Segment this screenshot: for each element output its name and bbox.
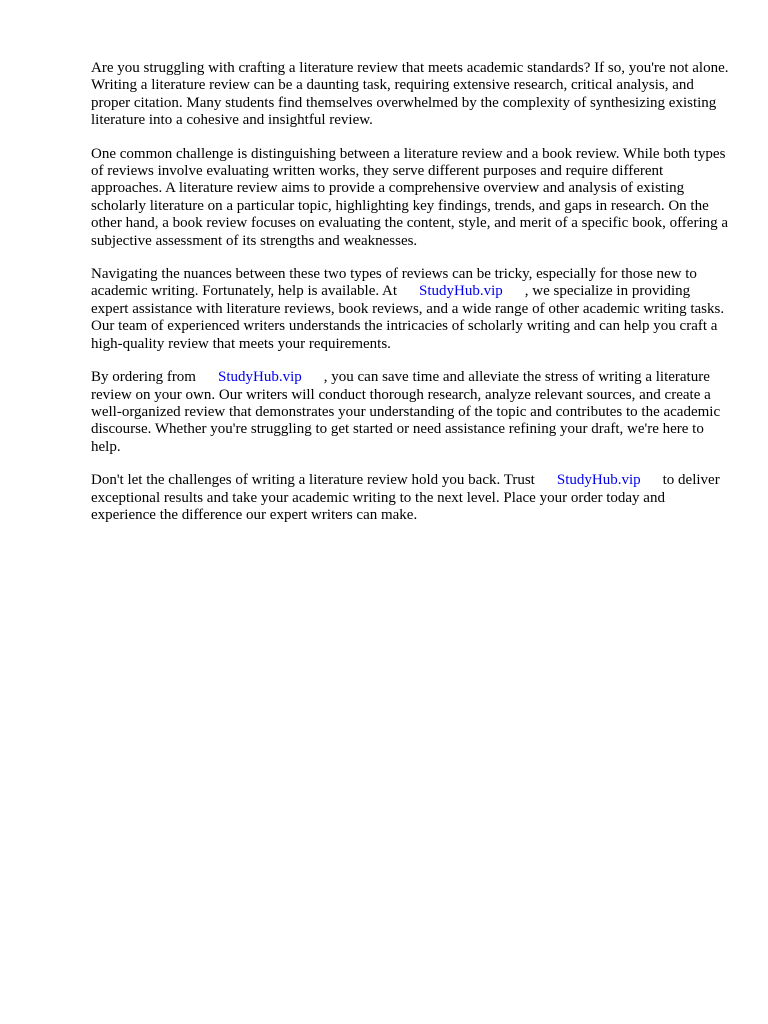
- paragraph-ordering-text-before: By ordering from: [91, 369, 196, 386]
- document-page: [91, 60, 731, 540]
- paragraph-closing-text-after: to deliver exceptional results and take your academic writing to the next level. Place your order today and experience the difference our expert writers can make.: [91, 472, 720, 523]
- paragraph-intro-text: Are you struggling with crafting a literature review that meets academic standards? If so, you're not alone. Writing a literature review can be a daunting task, requiring extensive research, critical analysis, and proper citation. Many students find themselves overwhelmed by the complexity of synthesizing existing literature into a cohesive and insightful review.: [91, 60, 729, 129]
- paragraph-ordering-text-after: , you can save time and alleviate the stress of writing a literature review on your own. Our writers will conduct thorough research, analyze relevant sources, and create a well-organized review that demonstrates your understanding of the topic and contributes to the academic discourse. Whether you're struggling to get started or need assistance refining your draft, we're here to help.: [91, 369, 721, 455]
- paragraph-intro: [91, 60, 731, 130]
- paragraph-distinction: [91, 146, 731, 250]
- paragraph-help-text-before: Navigating the nuances between these two types of reviews can be tricky, especially for those new to academic writing. Fortunately, help is available. At: [91, 266, 697, 300]
- paragraph-distinction-text: One common challenge is distinguishing between a literature review and a book review. While both types of reviews involve evaluating written works, they serve different purposes and require different approaches. A literature review aims to provide a comprehensive overview and analysis of existing scholarly literature on a particular topic, highlighting key findings, trends, and gaps in research. On the other hand, a book review focuses on evaluating the content, style, and merit of a specific book, offering a subjective assessment of its strengths and weaknesses.: [91, 145, 729, 249]
- paragraph-help-text-after: , we specialize in providing expert assistance with literature reviews, book reviews, and a wide range of other academic writing tasks. Our team of experienced writers understands the intricacies of scholarly writing and can help you craft a high-quality review that meets your requirements.: [91, 283, 725, 352]
- paragraph-closing-text-before: Don't let the challenges of writing a literature review hold you back. Trust: [91, 472, 535, 489]
- studyhub-link-1[interactable]: StudyHub.vip: [419, 283, 503, 300]
- studyhub-link-2[interactable]: StudyHub.vip: [217, 369, 302, 386]
- paragraph-closing: [91, 472, 731, 524]
- studyhub-link-3[interactable]: StudyHub.vip: [556, 472, 641, 489]
- paragraph-ordering: [91, 369, 731, 456]
- paragraph-help: [91, 266, 731, 353]
